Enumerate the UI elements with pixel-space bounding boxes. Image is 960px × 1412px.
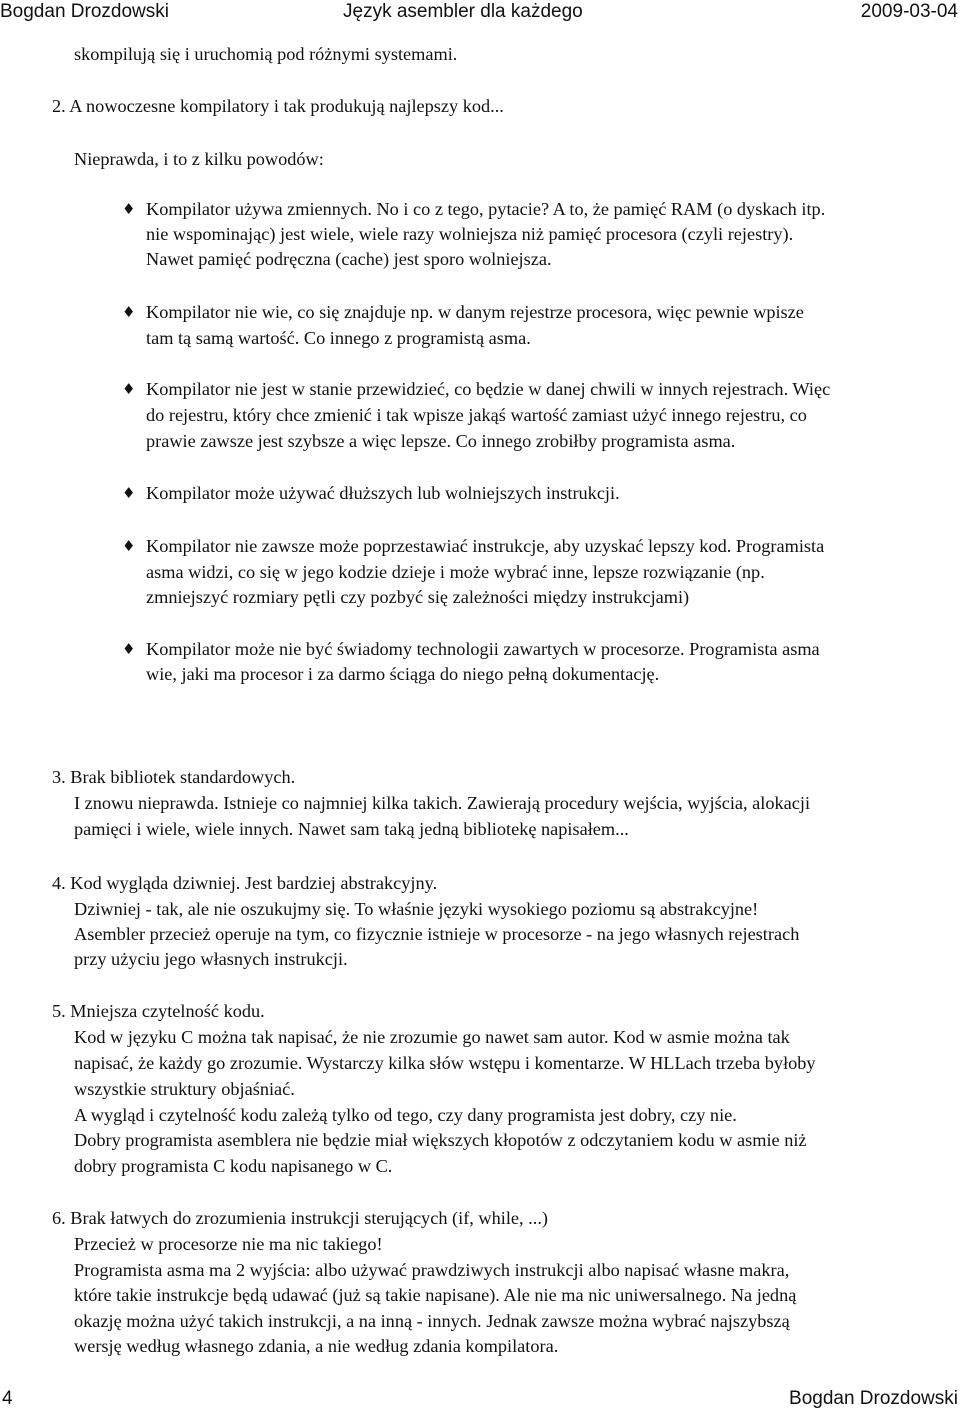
bullet-line: do rejestru, który chce zmienić i tak wpisze jakąś wartość zamiast użyć innego rejestru, co [146, 405, 807, 425]
section-line: wersję według własnego zdania, a nie według zdania kompilatora. [74, 1336, 559, 1356]
header-author: Bogdan Drozdowski [0, 1, 169, 22]
section-heading: 5. Mniejsza czytelność kodu. [52, 1001, 265, 1021]
diamond-bullet-icon: ♦ [122, 640, 136, 658]
section-line: przy użyciu jego własnych instrukcji. [74, 949, 348, 969]
diamond-bullet-icon: ♦ [122, 484, 136, 502]
footer-author: Bogdan Drozdowski [789, 1388, 958, 1409]
section-line: Asembler przecież operuje na tym, co fizycznie istnieje w procesorze - na jego własnych rejestrach [74, 924, 800, 944]
section-line: I znowu nieprawda. Istnieje co najmniej kilka takich. Zawierają procedury wejścia, wyjścia, alokacji [74, 793, 811, 813]
page-footer [0, 1388, 960, 1412]
section-line: Dziwniej - tak, ale nie oszukujmy się. To właśnie języki wysokiego poziomu są abstrakcyjne! [74, 899, 759, 919]
bullet-line: prawie zawsze jest szybsze a więc lepsze. Co innego zrobiłby programista asma. [146, 431, 736, 451]
section-line: A wygląd i czytelność kodu zależą tylko od tego, czy dany programista jest dobry, czy nie. [74, 1105, 737, 1125]
continuation-line: skompilują się i uruchomią pod różnymi systemami. [74, 44, 458, 64]
diamond-bullet-icon: ♦ [122, 380, 136, 398]
bullet-line: Kompilator może nie być świadomy technologii zawartych w procesorze. Programista asma [146, 639, 820, 659]
section-line: okazję można użyć takich instrukcji, a na inną - innych. Jednak zawsze można wybrać najszybszą [74, 1311, 790, 1331]
bullet-line: asma widzi, co się w jego kodzie dzieje i może wybrać inne, lepsze rozwiązanie (np. [146, 562, 765, 582]
bullet-line: Nawet pamięć podręczna (cache) jest sporo wolniejsza. [146, 249, 552, 269]
section-heading: 4. Kod wygląda dziwniej. Jest bardziej abstrakcyjny. [52, 873, 438, 893]
page-number: 4 [2, 1388, 13, 1409]
numbered-item-2: 2. A nowoczesne kompilatory i tak produkują najlepszy kod... [52, 96, 504, 116]
diamond-bullet-icon: ♦ [122, 303, 136, 321]
header-title: Język asembler dla każdego [343, 1, 583, 22]
section-line: Programista asma ma 2 wyjścia: albo używać prawdziwych instrukcji albo napisać własne makra, [74, 1260, 790, 1280]
bullet-line: Kompilator nie jest w stanie przewidzieć, co będzie w danej chwili w innych rejestrach. Więc [146, 379, 831, 399]
section-heading: 6. Brak łatwych do zrozumienia instrukcji sterujących (if, while, ...) [52, 1208, 548, 1228]
section-line: wszystkie struktury objaśniać. [74, 1079, 295, 1099]
section-line: pamięci i wiele, wiele innych. Nawet sam taką jedną bibliotekę napisałem... [74, 819, 629, 839]
diamond-bullet-icon: ♦ [122, 200, 136, 218]
page-header [0, 0, 960, 24]
bullet-line: tam tą samą wartość. Co innego z programistą asma. [146, 328, 531, 348]
bullet-line: Kompilator nie zawsze może poprzestawiać instrukcje, aby uzyskać lepszy kod. Programista [146, 536, 825, 556]
bullet-line: wie, jaki ma procesor i za darmo ściąga do niego pełną dokumentację. [146, 664, 660, 684]
diamond-bullet-icon: ♦ [122, 537, 136, 555]
answer-line: Nieprawda, i to z kilku powodów: [74, 149, 324, 169]
bullet-line: nie wspominając) jest wiele, wiele razy wolniejsza niż pamięć procesora (czyli rejestry). [146, 224, 794, 244]
section-line: Przecież w procesorze nie ma nic takiego! [74, 1234, 383, 1254]
header-date: 2009-03-04 [860, 1, 958, 22]
section-line: Kod w języku C można tak napisać, że nie zrozumie go nawet sam autor. Kod w asmie można tak [74, 1027, 790, 1047]
section-line: napisać, że każdy go zrozumie. Wystarczy kilka słów wstępu i komentarze. W HLLach trzeba byłoby [74, 1053, 816, 1073]
bullet-line: Kompilator nie wie, co się znajduje np. w danym rejestrze procesora, więc pewnie wpisze [146, 302, 804, 322]
bullet-line: zmniejszyć rozmiary pętli czy pozbyć się zależności między instrukcjami) [146, 587, 690, 607]
section-line: które takie instrukcje będą udawać (już są takie napisane). Ale nie ma nic uniwersalnego. Na jedną [74, 1285, 797, 1305]
bullet-line: Kompilator używa zmiennych. No i co z tego, pytacie? A to, że pamięć RAM (o dyskach itp. [146, 199, 826, 219]
bullet-line: Kompilator może używać dłuższych lub wolniejszych instrukcji. [146, 483, 620, 503]
section-line: dobry programista C kodu napisanego w C. [74, 1156, 393, 1176]
section-line: Dobry programista asemblera nie będzie miał większych kłopotów z odczytaniem kodu w asmie niż [74, 1130, 807, 1150]
section-heading: 3. Brak bibliotek standardowych. [52, 767, 296, 787]
